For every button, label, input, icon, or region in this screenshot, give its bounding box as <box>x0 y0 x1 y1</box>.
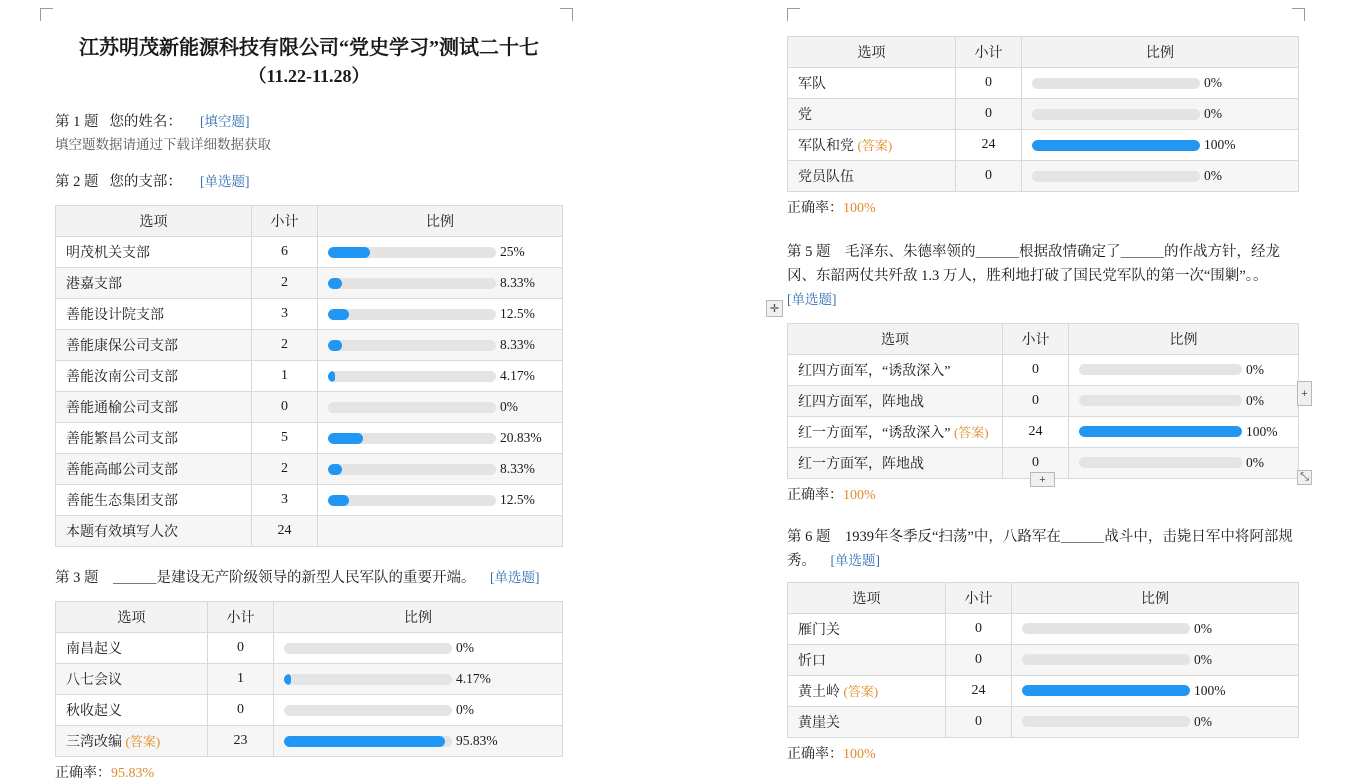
correct-rate-label: 正确率： <box>787 487 843 503</box>
correct-rate-value: 95.83% <box>111 766 155 781</box>
option-label <box>788 130 956 161</box>
ratio-bar-track <box>328 371 496 382</box>
question-3 <box>55 567 563 781</box>
ratio-label: 0% <box>456 640 474 656</box>
option-ratio <box>274 726 563 757</box>
table-row <box>56 695 563 726</box>
option-ratio <box>274 633 563 664</box>
ratio-label: 0% <box>1246 361 1264 377</box>
option-ratio <box>318 330 563 361</box>
question-5 <box>787 241 1299 504</box>
option-count: 1 <box>208 664 274 695</box>
table-row <box>56 392 563 423</box>
option-count: 0 <box>956 161 1022 192</box>
correct-rate-label: 正确率： <box>787 746 843 762</box>
option-ratio <box>1069 354 1299 385</box>
option-ratio <box>1069 385 1299 416</box>
option-ratio <box>1022 68 1299 99</box>
question-1-number: 第 1 题 <box>55 114 99 131</box>
option-count: 3 <box>252 485 318 516</box>
table-move-handle[interactable]: ✛ <box>766 300 783 317</box>
ratio-bar-track <box>1022 685 1190 696</box>
column-header-ratio: 比例 <box>274 602 563 633</box>
question-4-table <box>787 36 1299 192</box>
ratio-bar-track <box>328 402 496 413</box>
option-count: 0 <box>208 633 274 664</box>
table-total-row <box>56 516 563 547</box>
correct-rate-value: 100% <box>843 201 876 216</box>
table-row <box>788 99 1299 130</box>
question-3-heading <box>55 567 563 591</box>
table-row <box>788 706 1299 737</box>
option-ratio <box>318 299 563 330</box>
column-header-option: 选项 <box>788 37 956 68</box>
ratio-label: 8.33% <box>500 461 535 477</box>
option-ratio <box>274 664 563 695</box>
total-count: 24 <box>252 516 318 547</box>
question-5-heading <box>787 241 1299 313</box>
ratio-label: 8.33% <box>500 337 535 353</box>
column-header-option: 选项 <box>56 206 252 237</box>
table-header-row <box>56 602 563 633</box>
table-row <box>788 68 1299 99</box>
option-label: 黄崖关 <box>788 706 946 737</box>
column-header-count: 小计 <box>252 206 318 237</box>
correct-rate-label: 正确率： <box>787 201 843 216</box>
ratio-label: 100% <box>1204 137 1236 152</box>
option-ratio <box>318 392 563 423</box>
correct-rate-value: 100% <box>843 746 876 762</box>
ratio-bar-track <box>328 247 496 258</box>
table-row <box>788 644 1299 675</box>
table-resize-handle[interactable]: ⤡ <box>1297 470 1312 485</box>
ratio-bar-track <box>284 643 452 654</box>
table-header-row <box>788 323 1299 354</box>
answer-tag: (答案) <box>125 734 161 750</box>
question-6-correct-rate <box>787 743 1299 763</box>
ratio-label: 100% <box>1246 423 1278 439</box>
column-header-ratio: 比例 <box>1069 323 1299 354</box>
option-count: 23 <box>208 726 274 757</box>
ratio-label: 4.17% <box>500 368 535 384</box>
option-ratio <box>274 695 563 726</box>
table-row <box>788 354 1299 385</box>
crop-mark-top-left <box>40 8 53 21</box>
option-label: 秋收起义 <box>56 695 208 726</box>
page-left-sheet <box>0 0 668 781</box>
ratio-bar-track <box>1032 78 1200 89</box>
option-ratio <box>1012 706 1299 737</box>
total-ratio-empty <box>318 516 563 547</box>
option-count: 2 <box>252 454 318 485</box>
option-text: 军队和党 <box>798 139 854 154</box>
ratio-label: 20.83% <box>500 430 542 446</box>
ratio-label: 25% <box>500 244 525 260</box>
ratio-bar-track <box>284 674 452 685</box>
page-title-line2: （11.22-11.28） <box>248 66 370 86</box>
option-label: 红一方面军，阵地战 <box>788 447 1003 478</box>
table-row <box>56 330 563 361</box>
column-header-option: 选项 <box>788 582 946 613</box>
column-header-ratio: 比例 <box>1022 37 1299 68</box>
question-5-number: 第 5 题 <box>787 244 831 260</box>
option-label: 八七会议 <box>56 664 208 695</box>
crop-mark-top-right <box>560 8 573 21</box>
option-label: 善能通榆公司支部 <box>56 392 252 423</box>
option-count: 0 <box>946 644 1012 675</box>
option-ratio <box>318 485 563 516</box>
question-1 <box>55 111 563 155</box>
question-4 <box>787 36 1299 217</box>
table-row <box>56 237 563 268</box>
question-1-type: [填空题] <box>200 114 250 130</box>
column-header-count: 小计 <box>946 582 1012 613</box>
ratio-bar-track <box>328 495 496 506</box>
answer-tag: (答案) <box>843 683 879 699</box>
option-count: 0 <box>946 613 1012 644</box>
option-label: 善能生态集团支部 <box>56 485 252 516</box>
option-text: 黄土岭 <box>798 684 840 700</box>
table-row-answer <box>788 130 1299 161</box>
total-label: 本题有效填写人次 <box>56 516 252 547</box>
table-header-row <box>788 37 1299 68</box>
table-header-row <box>788 582 1299 613</box>
option-label: 忻口 <box>788 644 946 675</box>
ratio-label: 4.17% <box>456 671 491 687</box>
ratio-bar-track <box>1032 171 1200 182</box>
column-header-option: 选项 <box>56 602 208 633</box>
page-gutter <box>668 0 682 781</box>
option-label: 党 <box>788 99 956 130</box>
option-label: 善能繁昌公司支部 <box>56 423 252 454</box>
table-header-row <box>56 206 563 237</box>
question-2-table <box>55 205 563 547</box>
question-6-number: 第 6 题 <box>787 528 831 545</box>
question-3-number: 第 3 题 <box>55 570 99 587</box>
table-row-answer <box>56 726 563 757</box>
ratio-label: 0% <box>1204 75 1222 90</box>
table-row <box>788 613 1299 644</box>
option-label: 善能高邮公司支部 <box>56 454 252 485</box>
ratio-label: 0% <box>1194 651 1212 667</box>
table-row <box>56 299 563 330</box>
question-2-type: [单选题] <box>200 174 250 190</box>
ratio-bar-track <box>328 433 496 444</box>
column-header-count: 小计 <box>956 37 1022 68</box>
answer-tag: (答案) <box>953 424 989 440</box>
option-count: 0 <box>1003 354 1069 385</box>
ratio-bar-track <box>1079 457 1242 468</box>
question-3-table <box>55 601 563 757</box>
question-5-type: [单选题] <box>787 291 837 307</box>
ratio-bar-track <box>284 736 452 747</box>
table-row-answer <box>788 675 1299 706</box>
table-row <box>56 485 563 516</box>
table-row-answer <box>788 416 1299 447</box>
ratio-bar-track <box>1022 716 1190 727</box>
ratio-bar-track <box>284 705 452 716</box>
ratio-bar-track <box>1022 623 1190 634</box>
ratio-label: 0% <box>1246 392 1264 408</box>
ratio-bar-track <box>328 464 496 475</box>
option-count: 0 <box>1003 447 1069 478</box>
ratio-bar-track <box>1032 140 1200 151</box>
page-right-sheet <box>682 0 1359 781</box>
column-header-count: 小计 <box>1003 323 1069 354</box>
table-add-row-handle[interactable]: + <box>1030 472 1055 487</box>
option-ratio <box>318 361 563 392</box>
table-row <box>56 633 563 664</box>
option-label: 雁门关 <box>788 613 946 644</box>
ratio-bar-track <box>1032 109 1200 120</box>
column-header-ratio: 比例 <box>1012 582 1299 613</box>
option-count: 0 <box>1003 385 1069 416</box>
table-row <box>56 423 563 454</box>
option-label <box>788 675 946 706</box>
question-3-correct-rate <box>55 762 563 781</box>
ratio-label: 0% <box>1246 454 1264 470</box>
page-right <box>682 0 1359 781</box>
option-count: 6 <box>252 237 318 268</box>
option-text: 红一方面军，“诱敌深入” <box>798 425 951 441</box>
question-4-correct-rate <box>787 197 1299 217</box>
option-ratio <box>1022 99 1299 130</box>
ratio-label: 0% <box>500 399 518 415</box>
option-label: 善能康保公司支部 <box>56 330 252 361</box>
question-5-text: 毛泽东、朱德率领的＿＿＿根据敌情确定了＿＿＿的作战方针，经龙冈、东韶两仗共歼敌 1.3 万人，胜利地打破了国民党军队的第一次“围剿”。。 <box>787 244 1280 284</box>
table-row <box>56 361 563 392</box>
ratio-label: 0% <box>1204 168 1222 183</box>
option-count: 24 <box>946 675 1012 706</box>
option-ratio <box>318 237 563 268</box>
table-add-column-handle[interactable]: + <box>1297 381 1312 406</box>
option-count: 3 <box>252 299 318 330</box>
question-6-table <box>787 582 1299 738</box>
option-label: 红四方面军，“诱敌深入” <box>788 354 1003 385</box>
question-1-text: 您的姓名： <box>109 114 182 131</box>
option-label <box>788 416 1003 447</box>
option-count: 0 <box>956 99 1022 130</box>
table-row <box>56 664 563 695</box>
question-6-type: [单选题] <box>830 552 880 568</box>
option-label: 红四方面军，阵地战 <box>788 385 1003 416</box>
ratio-bar-track <box>328 340 496 351</box>
ratio-label: 0% <box>456 702 474 718</box>
question-1-heading <box>55 111 563 135</box>
ratio-bar-track <box>328 278 496 289</box>
ratio-bar-track <box>1079 364 1242 375</box>
option-ratio <box>318 454 563 485</box>
ratio-bar-track <box>1079 395 1242 406</box>
page-title <box>55 0 563 89</box>
option-count: 0 <box>956 68 1022 99</box>
option-count: 2 <box>252 268 318 299</box>
option-ratio <box>1069 416 1299 447</box>
ratio-label: 0% <box>1194 713 1212 729</box>
option-count: 0 <box>208 695 274 726</box>
ratio-label: 95.83% <box>456 733 498 749</box>
option-ratio <box>318 268 563 299</box>
question-2-heading <box>55 171 563 195</box>
table-row <box>788 161 1299 192</box>
column-header-count: 小计 <box>208 602 274 633</box>
question-5-table <box>787 323 1299 479</box>
question-6-heading <box>787 526 1299 574</box>
column-header-option: 选项 <box>788 323 1003 354</box>
option-ratio <box>1012 644 1299 675</box>
option-ratio <box>1012 613 1299 644</box>
answer-tag: (答案) <box>857 138 893 153</box>
option-label: 南昌起义 <box>56 633 208 664</box>
correct-rate-label: 正确率： <box>55 766 111 781</box>
option-count: 2 <box>252 330 318 361</box>
page-title-line1: 江苏明茂新能源科技有限公司“党史学习”测试二十七 <box>79 37 539 59</box>
question-3-type: [单选题] <box>490 570 540 586</box>
option-ratio <box>318 423 563 454</box>
option-count: 5 <box>252 423 318 454</box>
option-label: 党员队伍 <box>788 161 956 192</box>
ratio-label: 0% <box>1204 106 1222 121</box>
ratio-bar-track <box>1079 426 1242 437</box>
question-2-text: 您的支部： <box>109 174 182 191</box>
question-2 <box>55 171 563 547</box>
option-count: 1 <box>252 361 318 392</box>
column-header-ratio: 比例 <box>318 206 563 237</box>
correct-rate-value: 100% <box>843 487 876 503</box>
ratio-bar-track <box>328 309 496 320</box>
option-label: 明茂机关支部 <box>56 237 252 268</box>
question-1-note: 填空题数据请通过下载详细数据获取 <box>55 137 271 153</box>
question-6-text: 1939年冬季反“扫荡”中，八路军在＿＿＿战斗中，击毙日军中将阿部规秀。 <box>787 528 1293 569</box>
option-text: 三湾改编 <box>66 735 122 751</box>
table-row <box>788 385 1299 416</box>
question-6 <box>787 526 1299 763</box>
page-left <box>0 0 668 781</box>
option-label: 军队 <box>788 68 956 99</box>
option-count: 24 <box>1003 416 1069 447</box>
option-label: 善能汝南公司支部 <box>56 361 252 392</box>
option-ratio <box>1012 675 1299 706</box>
option-ratio <box>1022 130 1299 161</box>
ratio-label: 8.33% <box>500 275 535 291</box>
option-ratio <box>1069 447 1299 478</box>
option-ratio <box>1022 161 1299 192</box>
ratio-label: 100% <box>1194 682 1226 698</box>
question-2-number: 第 2 题 <box>55 174 99 191</box>
option-count: 0 <box>946 706 1012 737</box>
table-row <box>56 268 563 299</box>
ratio-label: 0% <box>1194 620 1212 636</box>
option-count: 0 <box>252 392 318 423</box>
ratio-label: 12.5% <box>500 306 535 322</box>
option-label <box>56 726 208 757</box>
option-label: 港嘉支部 <box>56 268 252 299</box>
table-row <box>56 454 563 485</box>
option-label: 善能设计院支部 <box>56 299 252 330</box>
option-count: 24 <box>956 130 1022 161</box>
ratio-bar-track <box>1022 654 1190 665</box>
question-3-text: ＿＿＿是建设无产阶级领导的新型人民军队的重要开端。 <box>113 570 476 587</box>
ratio-label: 12.5% <box>500 492 535 508</box>
